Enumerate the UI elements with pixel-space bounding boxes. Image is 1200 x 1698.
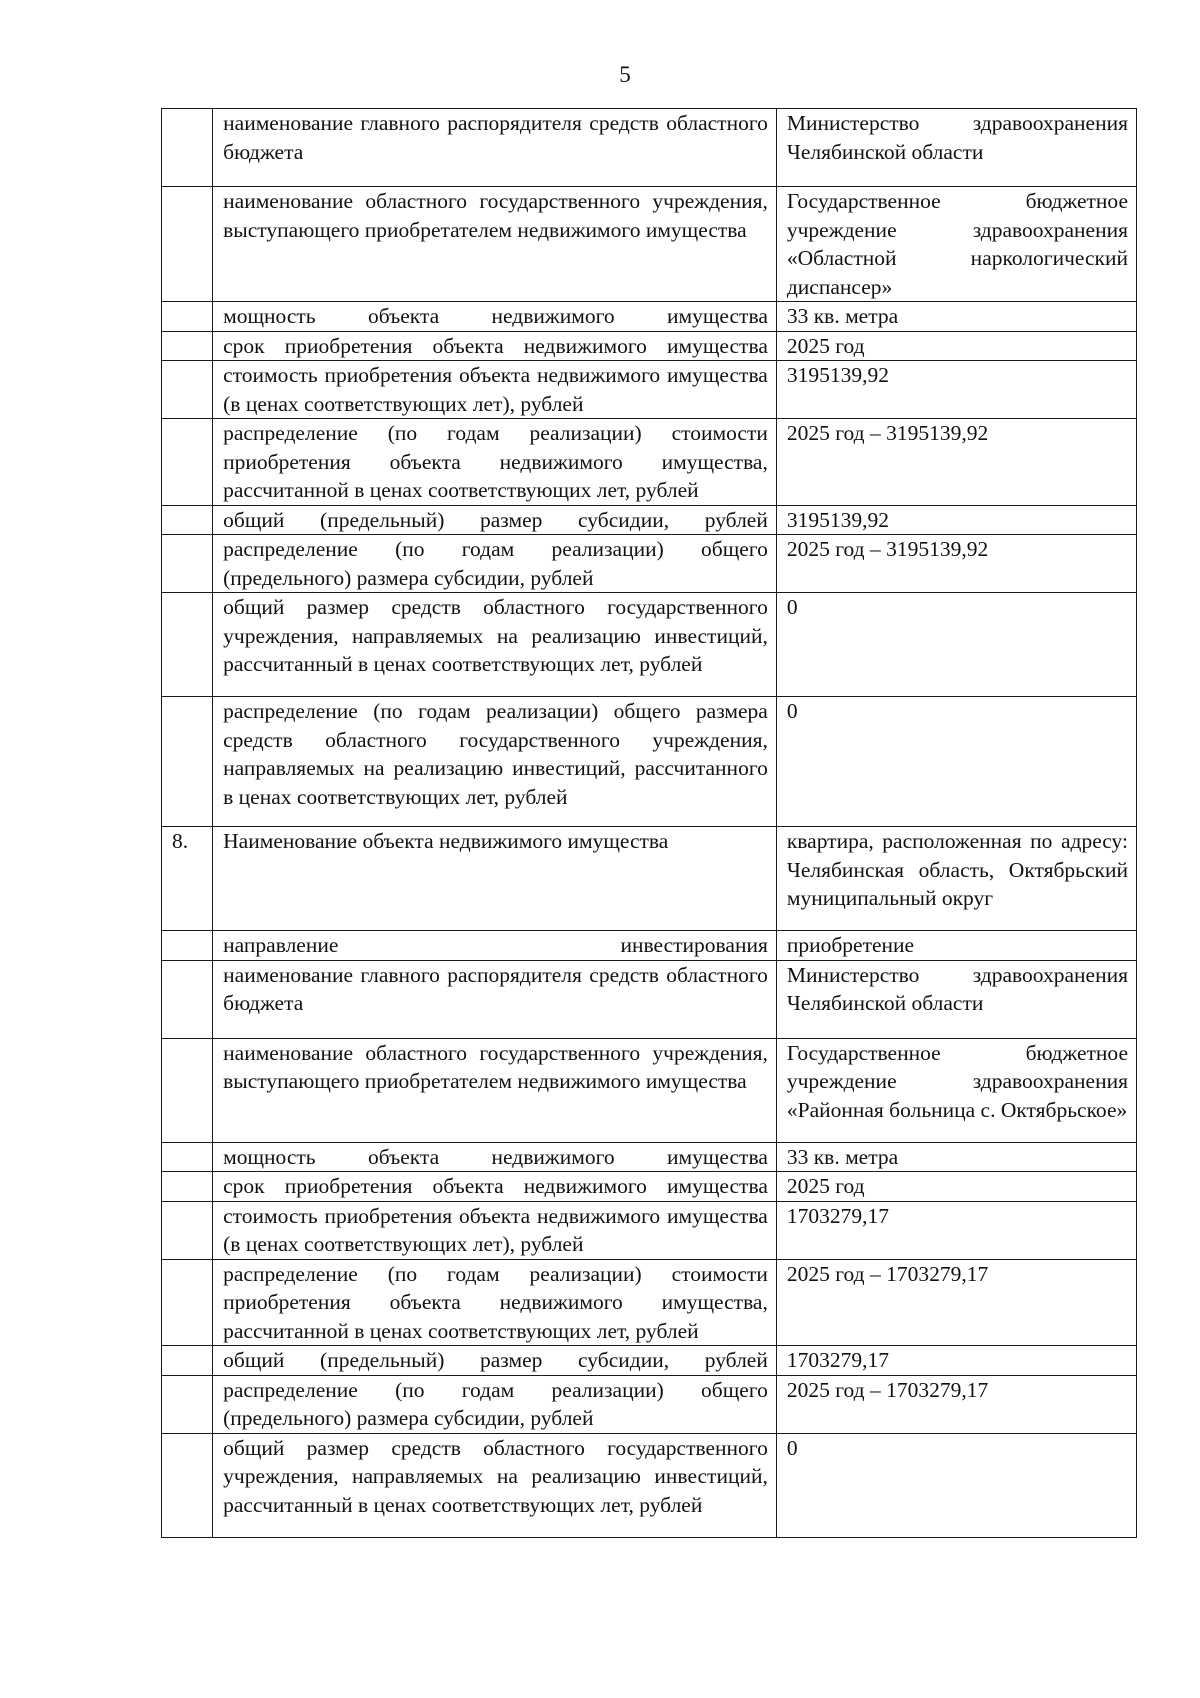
table-row: [162, 505, 1137, 535]
row-number-cell: [162, 593, 213, 697]
parameter-value-cell: 0: [776, 697, 1136, 827]
parameter-name-cell: распределение (по годам реализации) общего (предельного) размера субсидии, рублей: [213, 535, 777, 593]
parameter-value-cell: 33 кв. метра: [776, 302, 1136, 332]
row-number-cell: [162, 1259, 213, 1346]
table-row: [162, 302, 1137, 332]
row-number-cell: [162, 1142, 213, 1172]
table-row: [162, 361, 1137, 419]
parameter-value-cell: 2025 год – 3195139,92: [776, 419, 1136, 506]
parameter-value-cell: Министерство здравоохранения Челябинской области: [776, 960, 1136, 1038]
table-row: [162, 187, 1137, 302]
parameter-name-cell: мощность объекта недвижимого имущества: [213, 1142, 777, 1172]
table-row: [162, 331, 1137, 361]
parameter-value-cell: 2025 год: [776, 1172, 1136, 1202]
table-row: [162, 1038, 1137, 1142]
row-number-cell: [162, 1346, 213, 1376]
parameter-value-cell: Министерство здравоохранения Челябинской области: [776, 109, 1136, 187]
table-row: [162, 1346, 1137, 1376]
parameter-name-cell: общий размер средств областного государственного учреждения, направляемых на реализацию инвестиций, рассчитанный в ценах соответствующих лет, рублей: [213, 593, 777, 697]
table-row: [162, 419, 1137, 506]
parameter-value-cell: 1703279,17: [776, 1201, 1136, 1259]
row-number-cell: [162, 1201, 213, 1259]
parameter-name-cell: распределение (по годам реализации) общего (предельного) размера субсидии, рублей: [213, 1375, 777, 1433]
table-row: [162, 593, 1137, 697]
parameter-name-cell: общий размер средств областного государственного учреждения, направляемых на реализацию инвестиций, рассчитанный в ценах соответствующих лет, рублей: [213, 1433, 777, 1537]
parameter-name-cell: направление инвестирования: [213, 931, 777, 961]
parameter-name-cell: мощность объекта недвижимого имущества: [213, 302, 777, 332]
row-number-cell: [162, 535, 213, 593]
table-row: [162, 1259, 1137, 1346]
row-number-cell: [162, 505, 213, 535]
table-row: [162, 109, 1137, 187]
parameter-value-cell: 0: [776, 1433, 1136, 1537]
parameter-name-cell: распределение (по годам реализации) стоимости приобретения объекта недвижимого имущества, рассчитанной в ценах соответствующих лет, рублей: [213, 1259, 777, 1346]
parameter-name-cell: Наименование объекта недвижимого имущества: [213, 827, 777, 931]
parameter-value-cell: Государственное бюджетное учреждение здравоохранения «Районная больница с. Октябрьское»: [776, 1038, 1136, 1142]
parameter-value-cell: 2025 год: [776, 331, 1136, 361]
parameter-name-cell: наименование областного государственного учреждения, выступающего приобретателем недвижимого имущества: [213, 1038, 777, 1142]
parameter-name-cell: общий (предельный) размер субсидии, рублей: [213, 505, 777, 535]
table-body: [162, 109, 1137, 1538]
parameter-value-cell: 3195139,92: [776, 505, 1136, 535]
table-row: [162, 535, 1137, 593]
parameter-name-cell: наименование областного государственного учреждения, выступающего приобретателем недвижимого имущества: [213, 187, 777, 302]
row-number-cell: [162, 697, 213, 827]
table-row: [162, 1433, 1137, 1537]
row-number-cell: [162, 109, 213, 187]
row-number-cell: [162, 419, 213, 506]
table-row: [162, 1201, 1137, 1259]
page-number: 5: [619, 62, 631, 87]
investment-object-table: [161, 108, 1137, 1538]
parameter-value-cell: приобретение: [776, 931, 1136, 961]
parameter-value-cell: 3195139,92: [776, 361, 1136, 419]
parameter-value-cell: 2025 год – 1703279,17: [776, 1375, 1136, 1433]
parameter-value-cell: квартира, расположенная по адресу: Челябинская область, Октябрьский муниципальный округ: [776, 827, 1136, 931]
parameter-name-cell: стоимость приобретения объекта недвижимого имущества (в ценах соответствующих лет), рублей: [213, 1201, 777, 1259]
row-number-cell: [162, 960, 213, 1038]
row-number-cell: [162, 331, 213, 361]
parameter-name-cell: срок приобретения объекта недвижимого имущества: [213, 331, 777, 361]
parameter-name-cell: наименование главного распорядителя средств областного бюджета: [213, 109, 777, 187]
parameter-value-cell: 0: [776, 593, 1136, 697]
parameter-name-cell: распределение (по годам реализации) общего размера средств областного государственного учреждения, направляемых на реализацию инвестиций, рассчитанного в ценах соответствующих лет, рублей: [213, 697, 777, 827]
parameter-name-cell: распределение (по годам реализации) стоимости приобретения объекта недвижимого имущества, рассчитанной в ценах соответствующих лет, рублей: [213, 419, 777, 506]
row-number-cell: [162, 187, 213, 302]
row-number-cell: [162, 1433, 213, 1537]
table-row: [162, 1172, 1137, 1202]
row-number-cell: [162, 931, 213, 961]
table-row: [162, 697, 1137, 827]
row-number-cell: [162, 1038, 213, 1142]
parameter-name-cell: наименование главного распорядителя средств областного бюджета: [213, 960, 777, 1038]
row-number-cell: [162, 1172, 213, 1202]
parameter-value-cell: 2025 год – 3195139,92: [776, 535, 1136, 593]
table-row: [162, 931, 1137, 961]
parameter-value-cell: Государственное бюджетное учреждение здравоохранения «Областной наркологический диспансер»: [776, 187, 1136, 302]
table-row: [162, 1142, 1137, 1172]
row-number-cell: [162, 302, 213, 332]
parameter-value-cell: 33 кв. метра: [776, 1142, 1136, 1172]
table-row: [162, 1375, 1137, 1433]
parameter-name-cell: стоимость приобретения объекта недвижимого имущества (в ценах соответствующих лет), рублей: [213, 361, 777, 419]
row-number-cell: [162, 1375, 213, 1433]
parameter-value-cell: 2025 год – 1703279,17: [776, 1259, 1136, 1346]
row-number-cell: [162, 361, 213, 419]
parameter-value-cell: 1703279,17: [776, 1346, 1136, 1376]
table-row: [162, 960, 1137, 1038]
parameter-name-cell: срок приобретения объекта недвижимого имущества: [213, 1172, 777, 1202]
row-number-cell: 8.: [162, 827, 213, 931]
table-row: [162, 827, 1137, 931]
parameter-name-cell: общий (предельный) размер субсидии, рублей: [213, 1346, 777, 1376]
